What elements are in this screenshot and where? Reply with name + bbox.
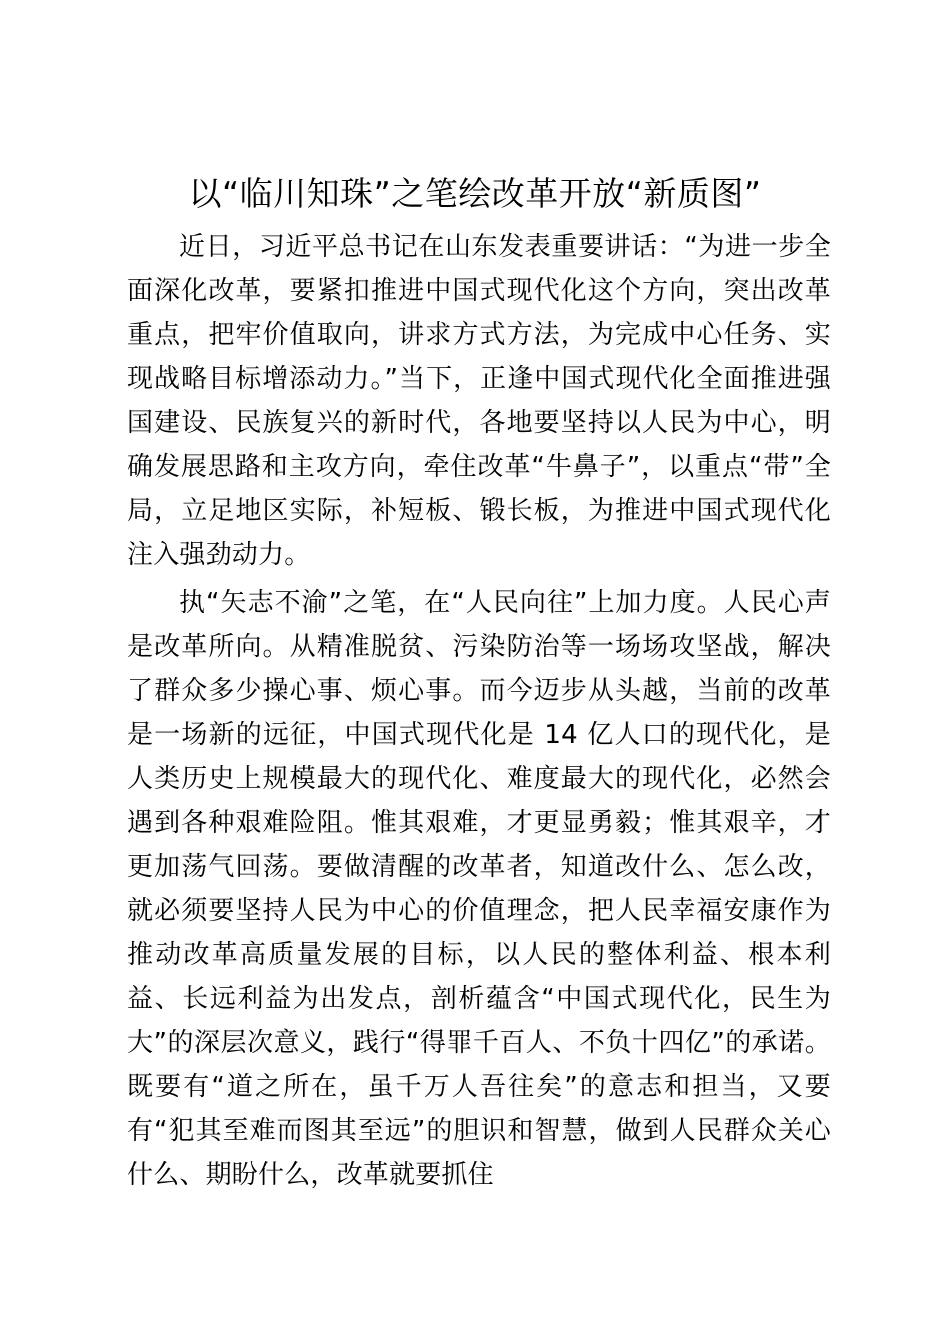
document-title: 以“临川知珠”之笔绘改革开放“新质图” [188, 174, 762, 213]
document-body [127, 225, 831, 1201]
paragraph-2: 执“矢志不渝”之笔，在“人民向往”上加力度。人民心声是改革所向。从精准脱贫、污染防治等一场场攻坚战，解决了群众多少操心事、烦心事。而今迈步从头越，当前的改革是一场新的远征，中国式现代化是 14 亿人口的现代化，是人类历史上规模最大的现代化、难度最大的现代化，必然会遇到各种艰难险阻。惟其艰难，才更显勇毅；惟其艰辛，才更加荡气回荡。要做清醒的改革者，知道改什么、怎么改，就必须要坚持人民为中心的价值理念，把人民幸福安康作为推动改革高质量发展的目标，以人民的整体利益、根本利益、长远利益为出发点，剖析蕴含“中国式现代化，民生为大”的深层次意义，践行“得罪千百人、不负十四亿”的承诺。既要有“道之所在，虽千万人吾往矣”的意志和担当，又要有“犯其至难而图其至远”的胆识和智慧，做到人民群众关心什么、期盼什么，改革就要抓住 [127, 588, 831, 1190]
paragraph-1: 近日，习近平总书记在山东发表重要讲话：“为进一步全面深化改革，要紧扣推进中国式现代化这个方向，突出改革重点，把牢价值取向，讲求方式方法，为完成中心任务、实现战略目标增添动力。”当下，正逢中国式现代化全面推进强国建设、民族复兴的新时代，各地要坚持以人民为中心，明确发展思路和主攻方向，牵住改革“牛鼻子”，以重点“带”全局，立足地区实际，补短板、锻长板，为推进中国式现代化注入强劲动力。 [127, 232, 831, 570]
